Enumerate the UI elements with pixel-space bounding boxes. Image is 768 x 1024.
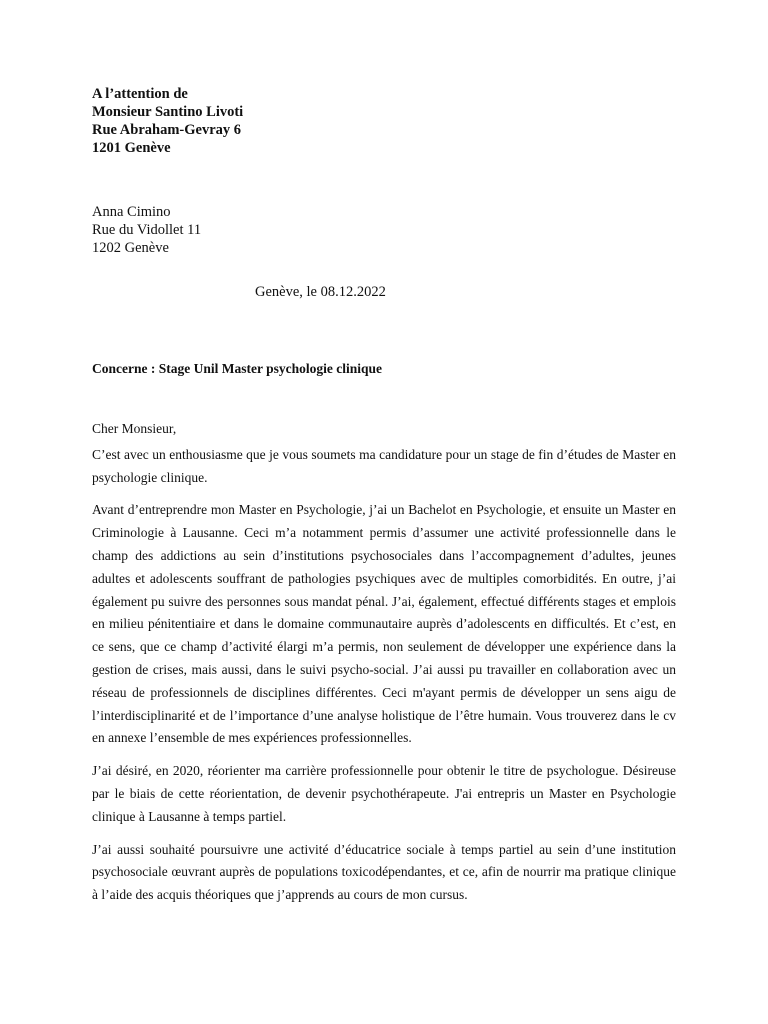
paragraph-background: Avant d’entreprendre mon Master en Psychologie, j’ai un Bachelot en Psychologie, et ensuite un Master en Criminologie à Lausanne. Ceci m’a notamment permis d’assumer une activité professionnelle dans le champ des addictions au sein d’institutions psychosociales dans l’accompagnement d’adultes, jeunes adultes et adolescents souffrant de pathologies psychiques avec de multiples comorbidités. En outre, j’ai également pu suivre des personnes sous mandat pénal. J’ai, également, effectué différents stages et emplois en milieu pénitentiaire et dans le domaine communautaire auprès d’adolescents en difficultés. Et c’est, en ce sens, que ce champ d’activité élargi m’a permis, non seulement de développer une expérience dans la gestion de crises, mais aussi, dans le suivi psycho-social. J’ai aussi pu travailler en collaboration avec un réseau de professionnels de disciplines différentes. Ceci m'ayant permis de développer un sens aigu de l’interdisciplinarité et de l’importance d’une analyse holistique de l’être humain. Vous trouverez dans le cv en annexe l’ensemble de mes expériences professionnelles. — [92, 502, 676, 746]
salutation: Cher Monsieur, — [92, 421, 177, 436]
recipient-address-block — [92, 85, 243, 157]
letter-date: Genève, le 08.12.2022 — [255, 284, 386, 300]
sender-address-block — [92, 203, 201, 257]
recipient-city: 1201 Genève — [92, 140, 171, 156]
recipient-attention-line: A l’attention de — [92, 86, 188, 102]
paragraph-intro: C’est avec un enthousiasme que je vous soumets ma candidature pour un stage de fin d’études de Master en psychologie clinique. — [92, 446, 676, 485]
sender-street: Rue du Vidollet 11 — [92, 222, 202, 238]
letter-body — [92, 418, 676, 917]
letter-subject: Concerne : Stage Unil Master psychologie clinique — [92, 361, 382, 376]
paragraph-current-activity: J’ai aussi souhaité poursuivre une activité d’éducatrice sociale à temps partiel au sein d’une institution psychosociale œuvrant auprès de populations toxicodépendantes, et ce, afin de nourrir ma pratique clinique à l’aide des acquis théoriques que j’apprends au cours de mon cursus. — [92, 841, 676, 903]
recipient-street: Rue Abraham-Gevray 6 — [92, 122, 242, 138]
sender-name: Anna Cimino — [92, 204, 171, 220]
sender-city: 1202 Genève — [92, 240, 169, 256]
recipient-name: Monsieur Santino Livoti — [92, 104, 244, 120]
paragraph-reorientation: J’ai désiré, en 2020, réorienter ma carrière professionnelle pour obtenir le titre de psychologue. Désireuse par le biais de cette réorientation, de devenir psychothérapeute. J'ai entrepris un Master en Psychologie clinique à Lausanne à temps partiel. — [92, 763, 676, 824]
